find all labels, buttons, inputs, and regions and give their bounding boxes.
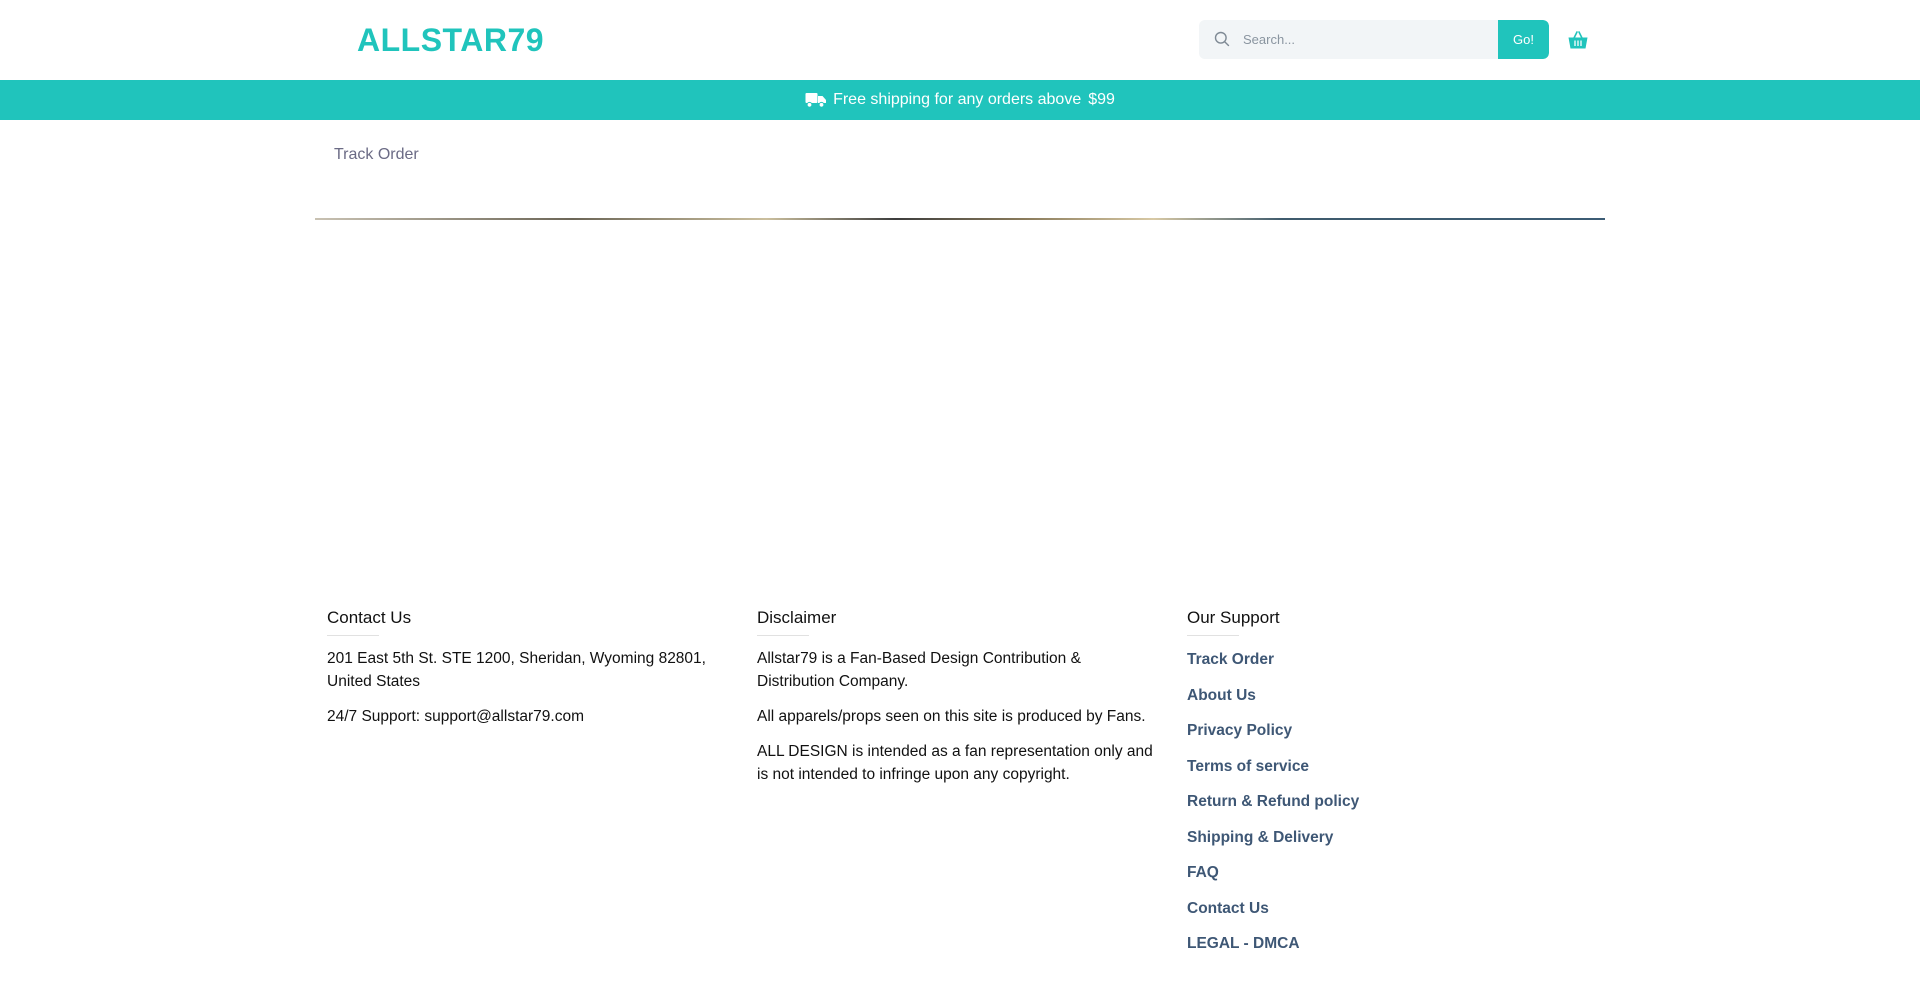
footer-link-track-order	[1187, 648, 1587, 684]
free-shipping-banner	[0, 80, 1920, 120]
footer-link-legal-dmca	[1187, 932, 1587, 968]
footer-link[interactable]: Track Order	[1187, 651, 1275, 668]
footer-support-links	[1187, 648, 1587, 968]
site-header	[0, 0, 1920, 80]
footer-link[interactable]: LEGAL - DMCA	[1187, 935, 1300, 952]
footer-link[interactable]: About Us	[1187, 686, 1256, 704]
footer-link-shipping-delivery	[1187, 826, 1587, 862]
footer-link-return-refund	[1187, 790, 1587, 826]
shipping-text: Free shipping for any orders above	[833, 91, 1082, 108]
search-bar	[1199, 20, 1549, 59]
truck-icon	[805, 92, 827, 108]
disclaimer-paragraph: Allstar79 is a Fan-Based Design Contribution & Distribution Company.	[757, 650, 1081, 690]
footer-link[interactable]: Terms of service	[1187, 757, 1310, 775]
disclaimer-paragraph: ALL DESIGN is intended as a fan representation only and is not intended to infringe upon any copyright.	[757, 743, 1153, 783]
search-icon	[1214, 31, 1230, 47]
content-divider	[315, 218, 1605, 220]
footer-link-terms-of-service	[1187, 755, 1587, 791]
breadcrumb-track-order[interactable]: Track Order	[334, 146, 419, 163]
footer-link-contact-us	[1187, 897, 1587, 933]
footer-link[interactable]: FAQ	[1187, 864, 1219, 881]
footer-support-section	[1187, 606, 1587, 968]
footer-disclaimer-section	[757, 606, 1157, 786]
footer-link-about-us	[1187, 684, 1587, 720]
search-input[interactable]	[1243, 20, 1493, 59]
search-go-button[interactable]: Go!	[1498, 20, 1549, 59]
footer-contact-section	[327, 606, 727, 728]
footer-disclaimer-title: Disclaimer	[757, 606, 1157, 636]
footer-support-title: Our Support	[1187, 606, 1587, 636]
cart-icon[interactable]	[1567, 30, 1589, 50]
footer-link[interactable]: Privacy Policy	[1187, 722, 1293, 739]
footer-link[interactable]: Shipping & Delivery	[1187, 828, 1334, 846]
footer-link-privacy-policy	[1187, 719, 1587, 755]
footer-link-faq	[1187, 861, 1587, 897]
footer-link[interactable]: Return & Refund policy	[1187, 793, 1360, 810]
footer-support-email: 24/7 Support: support@allstar79.com	[327, 708, 584, 725]
footer-contact-title: Contact Us	[327, 606, 727, 636]
footer-address: 201 East 5th St. STE 1200, Sheridan, Wyoming 82801, United States	[327, 650, 706, 690]
footer-link[interactable]: Contact Us	[1187, 899, 1269, 917]
site-logo[interactable]: ALLSTAR79	[357, 22, 545, 58]
shipping-amount: $99	[1088, 91, 1115, 108]
disclaimer-paragraph: All apparels/props seen on this site is produced by Fans.	[757, 708, 1146, 725]
